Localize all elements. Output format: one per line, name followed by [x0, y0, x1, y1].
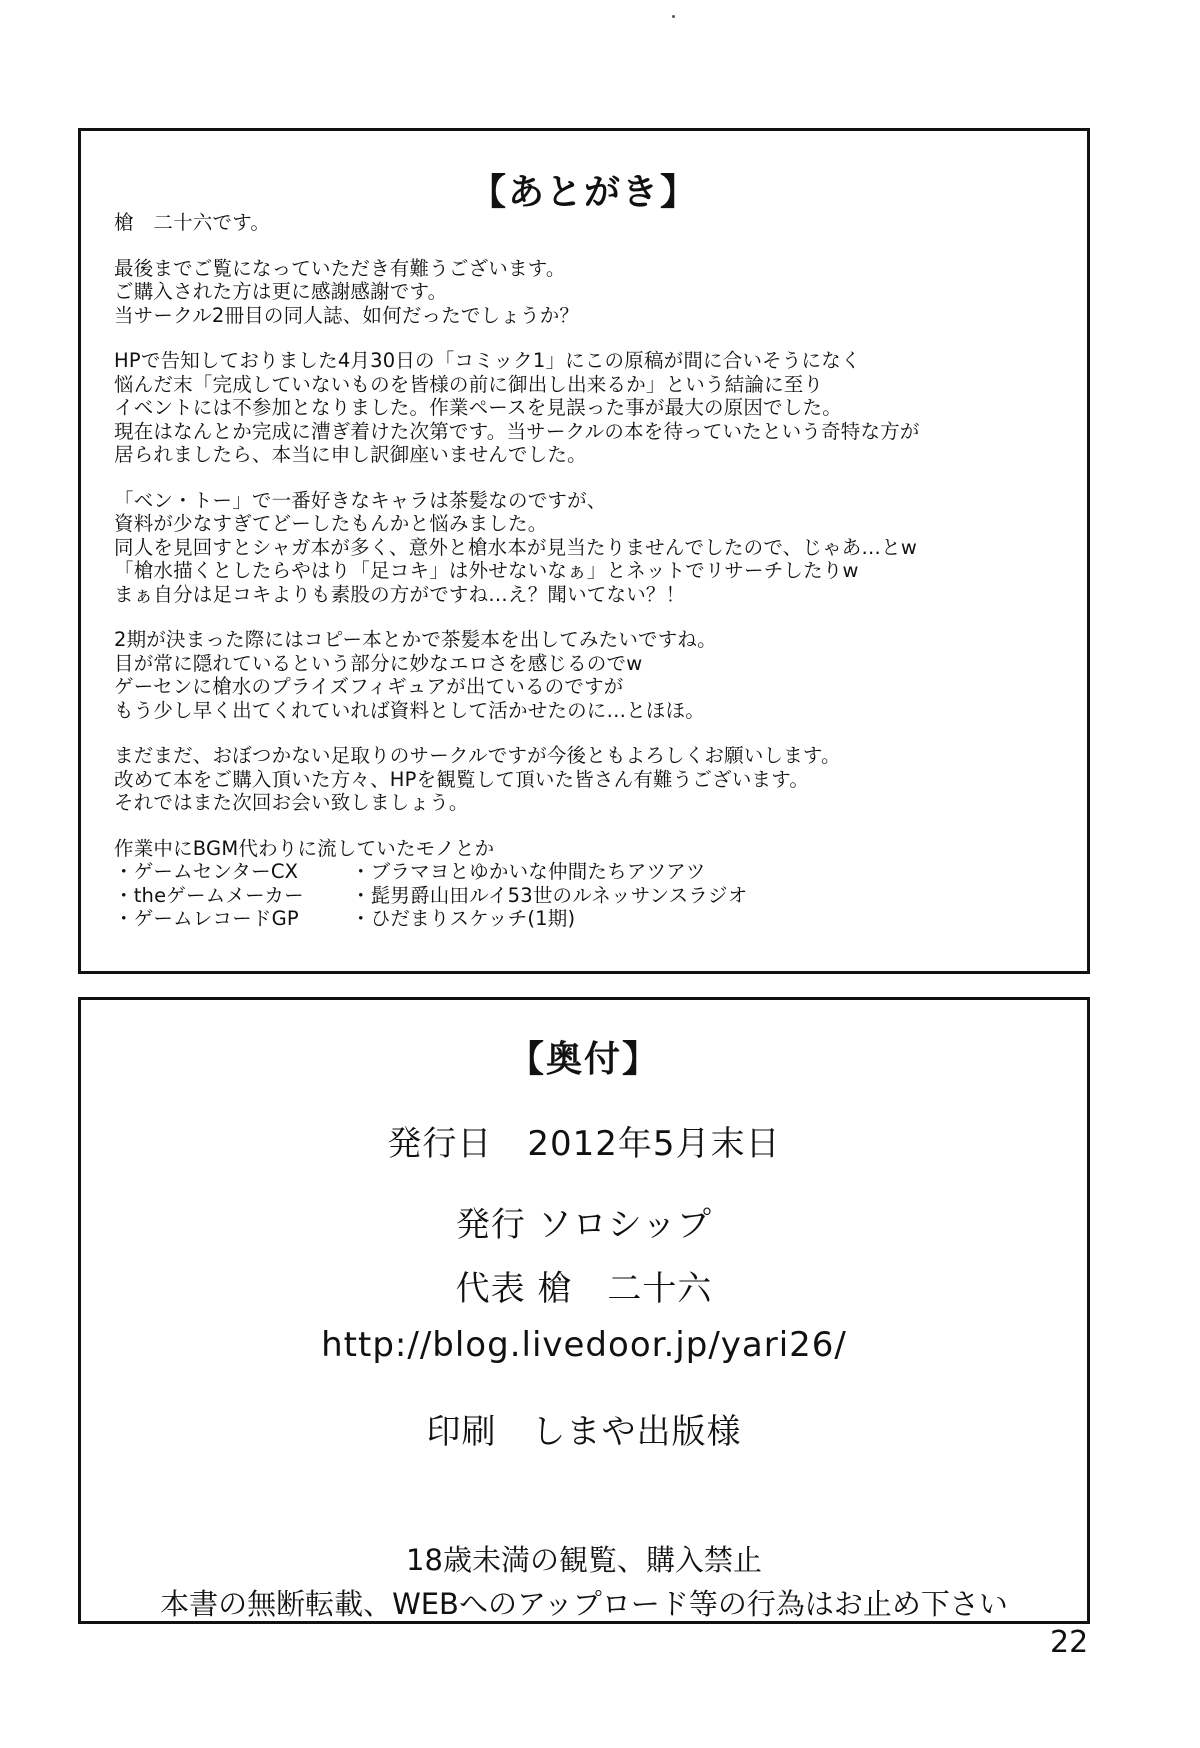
copyright-notice: 本書の無断転載、WEBへのアップロード等の行為はお止め下さい [160, 1587, 1008, 1621]
afterword-paragraph [114, 349, 1067, 467]
age-restriction-notice: 18歳未満の観覧、購入禁止 [406, 1543, 762, 1577]
bgm-item: ・ブラマヨとゆかいな仲間たちアツアツ [351, 860, 706, 883]
afterword-line: 資料が少なすぎてどーしたもんかと悩みました。 [114, 512, 548, 535]
bgm-row [114, 860, 1067, 884]
bgm-item: ・ゲームセンターCX [114, 860, 299, 883]
bgm-intro: 作業中にBGM代わりに流していたモノとか [114, 836, 495, 860]
afterword-line: それではまた次回お会い致しましょう。 [114, 791, 469, 814]
afterword-line: 居られましたら、本当に申し訳御座いませんでした。 [114, 443, 587, 466]
publisher: 発行 ソロシップ [455, 1205, 713, 1245]
afterword-box [78, 128, 1090, 974]
afterword-line: 改めて本をご購入頂いた方々、HPを観覧して頂いた皆さん有難うございます。 [114, 767, 810, 791]
afterword-line: 同人を見回すとシャガ本が多く、意外と槍水本が見当たりませんでしたので、じゃあ…とw [114, 535, 917, 559]
afterword-line: 現在はなんとか完成に漕ぎ着けた次第です。当サークルの本を待っていたという奇特な方が [114, 419, 920, 443]
afterword-line: 最後までご覧になっていただき有難うございます。 [114, 256, 566, 280]
afterword-paragraph [114, 257, 1067, 328]
colophon-title: 【奥付】 [507, 1039, 660, 1080]
afterword-paragraph [114, 744, 1067, 815]
afterword-line: 悩んだ末「完成していないものを皆様の前に御出し出来るか」という結論に至り [114, 372, 824, 396]
website-url: http://blog.livedoor.jp/yari26/ [321, 1325, 847, 1365]
afterword-line: 当サークル2冊目の同人誌、如何だったでしょうか？ [114, 303, 580, 327]
afterword-line: イベントには不参加となりました。作業ペースを見誤った事が最大の原因でした。 [114, 396, 842, 419]
afterword-paragraph [114, 211, 1067, 235]
afterword-line: 「ベン・トー」で一番好きなキャラは茶髪なのですが、 [114, 488, 607, 512]
bgm-item: ・theゲームメーカー [114, 883, 304, 907]
bgm-item: ・ゲームレコードGP [114, 907, 299, 930]
afterword-line: 2期が決まった際にはコピー本とかで茶髪本を出してみたいですね。 [114, 628, 717, 651]
bgm-item: ・髭男爵山田ルイ53世のルネッサンスラジオ [351, 883, 748, 907]
representative: 代表 槍 二十六 [455, 1269, 713, 1309]
colophon-box [78, 997, 1090, 1624]
afterword-paragraph [114, 489, 1067, 607]
afterword-line: 目が常に隠れているという部分に妙なエロさを感じるのでw [114, 651, 643, 675]
afterword-line: もう少し早く出てくれていれば資料として活かせたのに…とほほ。 [114, 698, 706, 722]
afterword-line: ゲーセンに槍水のプライズフィギュアが出ているのですが [114, 675, 624, 698]
afterword-line: まぁ自分は足コキよりも素股の方がですね…え？聞いてない？！ [114, 582, 686, 606]
paper-speck [672, 15, 675, 18]
afterword-line: まだまだ、おぼつかない足取りのサークルですが今後ともよろしくお願いします。 [114, 744, 841, 767]
page-number: 22 [1050, 1625, 1089, 1660]
bgm-row [114, 907, 1067, 931]
afterword-paragraph [114, 628, 1067, 722]
issue-date: 発行日 2012年5月末日 [387, 1124, 781, 1164]
afterword-body [114, 211, 1067, 953]
printer: 印刷 しまや出版様 [426, 1412, 742, 1452]
bgm-list [114, 837, 1067, 931]
afterword-line: ご購入された方は更に感謝感謝です。 [114, 280, 448, 303]
bgm-item: ・ひだまりスケッチ(1期) [351, 907, 576, 930]
afterword-title: 【あとがき】 [469, 172, 698, 213]
bgm-row [114, 884, 1067, 908]
afterword-line: 槍 二十六です。 [114, 211, 271, 234]
afterword-line: HPで告知しておりました4月30日の「コミック1」にこの原稿が間に合いそうになく [114, 349, 861, 372]
afterword-line: 「槍水描くとしたらやはり「足コキ」は外せないなぁ」とネットでリサーチしたりw [114, 559, 859, 582]
